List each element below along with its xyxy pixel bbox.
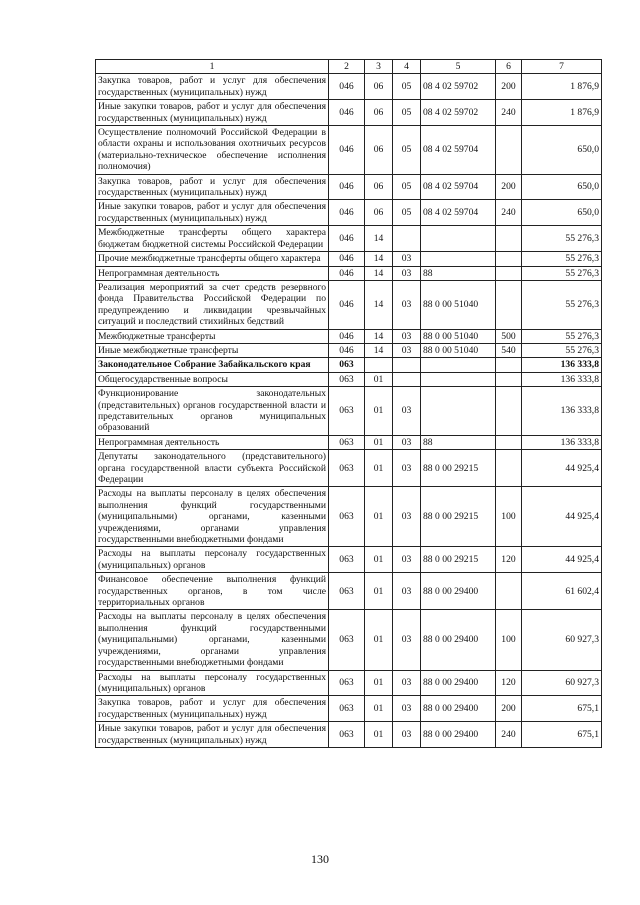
admin-code-cell: 046 bbox=[329, 200, 365, 226]
row-name-cell: Депутаты законодательного (представительного) органа государственной власти субъекта Российской Федерации bbox=[96, 450, 329, 487]
table-row bbox=[96, 387, 602, 436]
row-name-cell: Осуществление полномочий Российской Федерации в области охраны и использования охотничьих ресурсов (материально-техническое обеспечение исполнения полномочия) bbox=[96, 126, 329, 175]
section-code-cell: 01 bbox=[365, 387, 393, 436]
target-article-cell: 08 4 02 59704 bbox=[421, 200, 496, 226]
section-code-cell: 01 bbox=[365, 670, 393, 696]
row-name-cell: Межбюджетные трансферты bbox=[96, 329, 329, 343]
amount-cell: 55 276,3 bbox=[522, 329, 602, 343]
table-row bbox=[96, 696, 602, 722]
section-code-cell: 01 bbox=[365, 573, 393, 610]
target-article-cell: 88 0 00 29215 bbox=[421, 450, 496, 487]
subsection-code-cell: 03 bbox=[393, 329, 421, 343]
section-code-cell: 14 bbox=[365, 266, 393, 280]
target-article-cell bbox=[421, 387, 496, 436]
admin-code-cell: 046 bbox=[329, 126, 365, 175]
section-code-cell: 01 bbox=[365, 435, 393, 449]
amount-cell: 44 925,4 bbox=[522, 487, 602, 547]
expense-type-cell bbox=[496, 573, 522, 610]
subsection-code-cell: 05 bbox=[393, 174, 421, 200]
admin-code-cell: 063 bbox=[329, 696, 365, 722]
admin-code-cell: 063 bbox=[329, 435, 365, 449]
table-row bbox=[96, 280, 602, 329]
row-name-cell: Расходы на выплаты персоналу государственных (муниципальных) органов bbox=[96, 547, 329, 573]
expense-type-cell bbox=[496, 450, 522, 487]
expense-type-cell: 200 bbox=[496, 174, 522, 200]
row-name-cell: Реализация мероприятий за счет средств резервного фонда Правительства Российской Федерации по предупреждению и ликвидации чрезвычайных ситуаций и последствий стихийных бедствий bbox=[96, 280, 329, 329]
expense-type-cell: 540 bbox=[496, 343, 522, 357]
section-code-cell: 06 bbox=[365, 200, 393, 226]
subsection-code-cell: 03 bbox=[393, 573, 421, 610]
table-row bbox=[96, 343, 602, 357]
row-name-cell: Закупка товаров, работ и услуг для обеспечения государственных (муниципальных) нужд bbox=[96, 696, 329, 722]
row-name-cell: Межбюджетные трансферты общего характера бюджетам бюджетной системы Российской Федерации bbox=[96, 226, 329, 252]
row-name-cell: Иные закупки товаров, работ и услуг для обеспечения государственных (муниципальных) нужд bbox=[96, 100, 329, 126]
target-article-cell bbox=[421, 252, 496, 266]
amount-cell: 136 333,8 bbox=[522, 435, 602, 449]
admin-code-cell: 063 bbox=[329, 610, 365, 670]
admin-code-cell: 046 bbox=[329, 280, 365, 329]
subsection-code-cell bbox=[393, 226, 421, 252]
amount-cell: 55 276,3 bbox=[522, 266, 602, 280]
subsection-code-cell: 03 bbox=[393, 547, 421, 573]
table-row bbox=[96, 450, 602, 487]
row-name-cell: Непрограммная деятельность bbox=[96, 435, 329, 449]
section-code-cell: 01 bbox=[365, 547, 393, 573]
subsection-code-cell: 03 bbox=[393, 696, 421, 722]
admin-code-cell: 063 bbox=[329, 547, 365, 573]
table-row bbox=[96, 329, 602, 343]
admin-code-cell: 063 bbox=[329, 487, 365, 547]
expense-type-cell: 240 bbox=[496, 100, 522, 126]
expense-type-cell: 200 bbox=[496, 696, 522, 722]
table-row bbox=[96, 252, 602, 266]
row-name-cell: Закупка товаров, работ и услуг для обеспечения государственных (муниципальных) нужд bbox=[96, 174, 329, 200]
target-article-cell: 08 4 02 59702 bbox=[421, 100, 496, 126]
expense-type-cell: 200 bbox=[496, 74, 522, 100]
amount-cell: 55 276,3 bbox=[522, 343, 602, 357]
section-code-cell: 14 bbox=[365, 226, 393, 252]
target-article-cell: 88 0 00 29215 bbox=[421, 547, 496, 573]
table-row bbox=[96, 610, 602, 670]
amount-cell: 60 927,3 bbox=[522, 670, 602, 696]
target-article-cell: 08 4 02 59702 bbox=[421, 74, 496, 100]
section-code-cell: 06 bbox=[365, 100, 393, 126]
table-row bbox=[96, 174, 602, 200]
amount-cell: 61 602,4 bbox=[522, 573, 602, 610]
column-header: 4 bbox=[393, 60, 421, 74]
section-code-cell: 01 bbox=[365, 722, 393, 748]
row-name-cell: Функционирование законодательных (представительных) органов государственной власти и представительных органов муниципальных образований bbox=[96, 387, 329, 436]
subsection-code-cell: 03 bbox=[393, 450, 421, 487]
amount-cell: 136 333,8 bbox=[522, 358, 602, 372]
table-row bbox=[96, 573, 602, 610]
table-row bbox=[96, 372, 602, 386]
expense-type-cell bbox=[496, 126, 522, 175]
section-code-cell: 01 bbox=[365, 610, 393, 670]
admin-code-cell: 046 bbox=[329, 329, 365, 343]
subsection-code-cell: 03 bbox=[393, 487, 421, 547]
amount-cell: 675,1 bbox=[522, 722, 602, 748]
section-code-cell: 06 bbox=[365, 74, 393, 100]
section-code-cell: 14 bbox=[365, 252, 393, 266]
target-article-cell bbox=[421, 372, 496, 386]
subsection-code-cell: 03 bbox=[393, 266, 421, 280]
amount-cell: 136 333,8 bbox=[522, 387, 602, 436]
admin-code-cell: 046 bbox=[329, 252, 365, 266]
expense-type-cell: 240 bbox=[496, 200, 522, 226]
target-article-cell: 88 0 00 29215 bbox=[421, 487, 496, 547]
table-body bbox=[96, 74, 602, 748]
admin-code-cell: 063 bbox=[329, 722, 365, 748]
section-code-cell: 01 bbox=[365, 450, 393, 487]
table-row bbox=[96, 547, 602, 573]
expense-type-cell: 240 bbox=[496, 722, 522, 748]
section-code-cell: 01 bbox=[365, 696, 393, 722]
subsection-code-cell: 05 bbox=[393, 126, 421, 175]
target-article-cell: 88 0 00 51040 bbox=[421, 280, 496, 329]
section-code-cell: 06 bbox=[365, 126, 393, 175]
admin-code-cell: 063 bbox=[329, 372, 365, 386]
subsection-code-cell: 03 bbox=[393, 343, 421, 357]
section-code-cell: 01 bbox=[365, 487, 393, 547]
table-row bbox=[96, 226, 602, 252]
target-article-cell bbox=[421, 358, 496, 372]
target-article-cell: 88 0 00 29400 bbox=[421, 696, 496, 722]
target-article-cell: 08 4 02 59704 bbox=[421, 174, 496, 200]
expense-type-cell: 120 bbox=[496, 670, 522, 696]
subsection-code-cell bbox=[393, 358, 421, 372]
amount-cell: 650,0 bbox=[522, 174, 602, 200]
target-article-cell bbox=[421, 226, 496, 252]
subsection-code-cell: 03 bbox=[393, 387, 421, 436]
expense-type-cell bbox=[496, 387, 522, 436]
subsection-code-cell: 05 bbox=[393, 100, 421, 126]
table-row bbox=[96, 266, 602, 280]
table-row bbox=[96, 722, 602, 748]
table-row bbox=[96, 126, 602, 175]
admin-code-cell: 063 bbox=[329, 387, 365, 436]
section-code-cell: 01 bbox=[365, 372, 393, 386]
subsection-code-cell: 03 bbox=[393, 722, 421, 748]
subsection-code-cell: 05 bbox=[393, 74, 421, 100]
amount-cell: 55 276,3 bbox=[522, 252, 602, 266]
row-name-cell: Законодательное Собрание Забайкальского края bbox=[96, 358, 329, 372]
subsection-code-cell: 03 bbox=[393, 670, 421, 696]
subsection-code-cell: 03 bbox=[393, 280, 421, 329]
row-name-cell: Расходы на выплаты персоналу в целях обеспечения выполнения функций государственными (муниципальными) органами, казенными учреждениями, органами управления государственными внебюджетными фондами bbox=[96, 487, 329, 547]
amount-cell: 60 927,3 bbox=[522, 610, 602, 670]
expense-type-cell bbox=[496, 280, 522, 329]
row-name-cell: Иные межбюджетные трансферты bbox=[96, 343, 329, 357]
column-number-row bbox=[96, 60, 602, 74]
expense-type-cell: 500 bbox=[496, 329, 522, 343]
column-header: 5 bbox=[421, 60, 496, 74]
target-article-cell: 88 0 00 29400 bbox=[421, 670, 496, 696]
target-article-cell: 88 bbox=[421, 266, 496, 280]
admin-code-cell: 046 bbox=[329, 174, 365, 200]
target-article-cell: 88 0 00 51040 bbox=[421, 329, 496, 343]
subsection-code-cell: 03 bbox=[393, 610, 421, 670]
table-row bbox=[96, 200, 602, 226]
expense-type-cell: 100 bbox=[496, 487, 522, 547]
column-header: 6 bbox=[496, 60, 522, 74]
budget-table bbox=[95, 59, 602, 748]
budget-sheet bbox=[95, 59, 601, 748]
table-row bbox=[96, 100, 602, 126]
admin-code-cell: 046 bbox=[329, 343, 365, 357]
amount-cell: 55 276,3 bbox=[522, 226, 602, 252]
subsection-code-cell: 05 bbox=[393, 200, 421, 226]
section-code-cell: 14 bbox=[365, 280, 393, 329]
row-name-cell: Иные закупки товаров, работ и услуг для обеспечения государственных (муниципальных) нужд bbox=[96, 722, 329, 748]
target-article-cell: 08 4 02 59704 bbox=[421, 126, 496, 175]
expense-type-cell bbox=[496, 358, 522, 372]
section-code-cell: 14 bbox=[365, 329, 393, 343]
section-code-cell: 06 bbox=[365, 174, 393, 200]
row-name-cell: Иные закупки товаров, работ и услуг для обеспечения государственных (муниципальных) нужд bbox=[96, 200, 329, 226]
expense-type-cell bbox=[496, 266, 522, 280]
expense-type-cell bbox=[496, 435, 522, 449]
amount-cell: 650,0 bbox=[522, 126, 602, 175]
table-row bbox=[96, 670, 602, 696]
amount-cell: 675,1 bbox=[522, 696, 602, 722]
target-article-cell: 88 0 00 51040 bbox=[421, 343, 496, 357]
admin-code-cell: 046 bbox=[329, 100, 365, 126]
section-code-cell bbox=[365, 358, 393, 372]
amount-cell: 44 925,4 bbox=[522, 450, 602, 487]
column-header: 2 bbox=[329, 60, 365, 74]
admin-code-cell: 046 bbox=[329, 266, 365, 280]
row-name-cell: Закупка товаров, работ и услуг для обеспечения государственных (муниципальных) нужд bbox=[96, 74, 329, 100]
table-row bbox=[96, 487, 602, 547]
admin-code-cell: 063 bbox=[329, 573, 365, 610]
section-code-cell: 14 bbox=[365, 343, 393, 357]
target-article-cell: 88 bbox=[421, 435, 496, 449]
table-row bbox=[96, 358, 602, 372]
row-name-cell: Расходы на выплаты персоналу в целях обеспечения выполнения функций государственными (муниципальными) органами, казенными учреждениями, органами управления государственными внебюджетными фондами bbox=[96, 610, 329, 670]
admin-code-cell: 063 bbox=[329, 450, 365, 487]
row-name-cell: Финансовое обеспечение выполнения функций государственных органов, в том числе территориальных органов bbox=[96, 573, 329, 610]
amount-cell: 1 876,9 bbox=[522, 74, 602, 100]
admin-code-cell: 046 bbox=[329, 226, 365, 252]
subsection-code-cell: 03 bbox=[393, 252, 421, 266]
target-article-cell: 88 0 00 29400 bbox=[421, 573, 496, 610]
column-header: 3 bbox=[365, 60, 393, 74]
page-number: 130 bbox=[311, 852, 329, 866]
amount-cell: 44 925,4 bbox=[522, 547, 602, 573]
admin-code-cell: 063 bbox=[329, 670, 365, 696]
admin-code-cell: 046 bbox=[329, 74, 365, 100]
subsection-code-cell bbox=[393, 372, 421, 386]
target-article-cell: 88 0 00 29400 bbox=[421, 722, 496, 748]
amount-cell: 650,0 bbox=[522, 200, 602, 226]
table-row bbox=[96, 74, 602, 100]
table-row bbox=[96, 435, 602, 449]
expense-type-cell: 120 bbox=[496, 547, 522, 573]
expense-type-cell: 100 bbox=[496, 610, 522, 670]
amount-cell: 55 276,3 bbox=[522, 280, 602, 329]
expense-type-cell bbox=[496, 226, 522, 252]
row-name-cell: Общегосударственные вопросы bbox=[96, 372, 329, 386]
row-name-cell: Непрограммная деятельность bbox=[96, 266, 329, 280]
amount-cell: 136 333,8 bbox=[522, 372, 602, 386]
expense-type-cell bbox=[496, 372, 522, 386]
row-name-cell: Прочие межбюджетные трансферты общего характера bbox=[96, 252, 329, 266]
admin-code-cell: 063 bbox=[329, 358, 365, 372]
subsection-code-cell: 03 bbox=[393, 435, 421, 449]
amount-cell: 1 876,9 bbox=[522, 100, 602, 126]
row-name-cell: Расходы на выплаты персоналу государственных (муниципальных) органов bbox=[96, 670, 329, 696]
expense-type-cell bbox=[496, 252, 522, 266]
column-header: 7 bbox=[522, 60, 602, 74]
column-header: 1 bbox=[96, 60, 329, 74]
target-article-cell: 88 0 00 29400 bbox=[421, 610, 496, 670]
